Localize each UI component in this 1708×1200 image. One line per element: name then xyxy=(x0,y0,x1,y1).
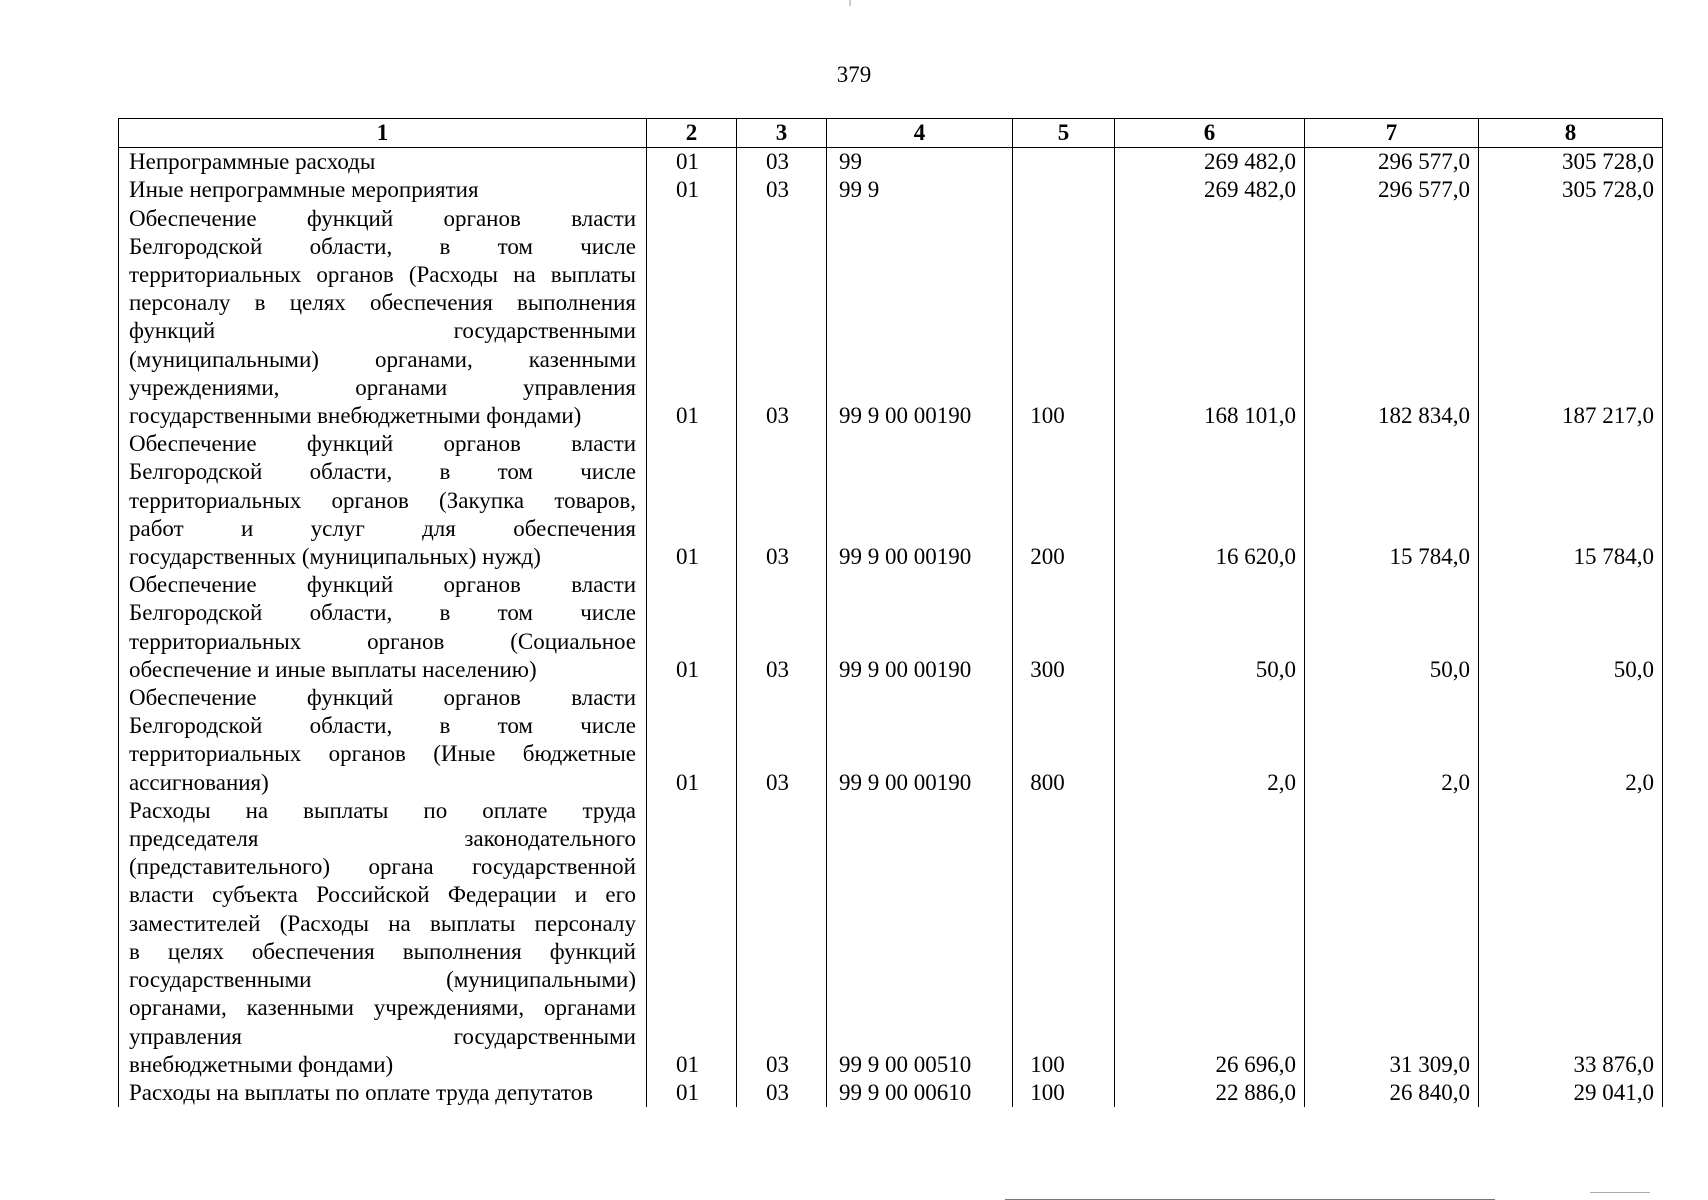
header-row xyxy=(119,119,1663,148)
target-article-code: 99 9 00 00190 xyxy=(827,571,1013,684)
amount-year-3: 29 041,0 xyxy=(1479,1079,1663,1107)
row-description xyxy=(119,148,647,177)
budget-table xyxy=(118,118,1663,1107)
description-line: государственных (муниципальных) нужд) xyxy=(129,544,541,570)
description-line: Белгородской области, в том числе xyxy=(129,459,636,485)
table-row xyxy=(119,571,1663,684)
description-line: Белгородской области, в том числе xyxy=(129,233,636,259)
row-description xyxy=(119,205,647,431)
amount-year-1: 269 482,0 xyxy=(1115,148,1305,177)
amount-year-1: 269 482,0 xyxy=(1115,176,1305,204)
table-row xyxy=(119,205,1663,431)
section-code: 01 xyxy=(647,205,737,431)
amount-year-1: 26 696,0 xyxy=(1115,797,1305,1079)
amount-year-3: 305 728,0 xyxy=(1479,176,1663,204)
amount-year-3: 50,0 xyxy=(1479,571,1663,684)
table-row xyxy=(119,148,1663,177)
row-description xyxy=(119,176,647,204)
amount-year-1: 50,0 xyxy=(1115,571,1305,684)
description-line: Обеспечение функций органов власти xyxy=(129,205,636,231)
amount-year-2: 2,0 xyxy=(1305,684,1479,797)
row-description xyxy=(119,571,647,684)
table-row xyxy=(119,684,1663,797)
description-line: органами, казенными учреждениями, органами xyxy=(129,995,636,1021)
row-description xyxy=(119,797,647,1079)
description-line: Обеспечение функций органов власти xyxy=(129,431,636,457)
section-code: 01 xyxy=(647,148,737,177)
expense-type-code: 100 xyxy=(1013,205,1115,431)
expense-type-code xyxy=(1013,176,1115,204)
description-line: председателя законодательного xyxy=(129,826,636,852)
description-line: Расходы на выплаты по оплате труда xyxy=(129,797,636,823)
amount-year-2: 50,0 xyxy=(1305,571,1479,684)
subsection-code: 03 xyxy=(737,176,827,204)
amount-year-1: 16 620,0 xyxy=(1115,430,1305,571)
description-line: Белгородской области, в том числе xyxy=(129,600,636,626)
description-line: Обеспечение функций органов власти xyxy=(129,572,636,598)
description-line: учреждениями, органами управления xyxy=(129,374,636,400)
subsection-code: 03 xyxy=(737,571,827,684)
description-line: заместителей (Расходы на выплаты персоналу xyxy=(129,910,636,936)
amount-year-2: 296 577,0 xyxy=(1305,148,1479,177)
description-line: государственными внебюджетными фондами) xyxy=(129,403,582,429)
subsection-code: 03 xyxy=(737,797,827,1079)
section-code: 01 xyxy=(647,176,737,204)
description-line: в целях обеспечения выполнения функций xyxy=(129,938,636,964)
subsection-code: 03 xyxy=(737,430,827,571)
description-line: территориальных органов (Социальное xyxy=(129,628,636,654)
target-article-code: 99 xyxy=(827,148,1013,177)
row-description xyxy=(119,1079,647,1107)
description-line: власти субъекта Российской Федерации и его xyxy=(129,882,636,908)
header-cell: 6 xyxy=(1115,119,1305,148)
scan-mark xyxy=(849,0,851,6)
table-row xyxy=(119,176,1663,204)
target-article-code: 99 9 00 00190 xyxy=(827,684,1013,797)
header-cell: 7 xyxy=(1305,119,1479,148)
target-article-code: 99 9 00 00610 xyxy=(827,1079,1013,1107)
row-description xyxy=(119,430,647,571)
description-line: Расходы на выплаты по оплате труда депутатов xyxy=(129,1079,593,1105)
header-cell: 1 xyxy=(119,119,647,148)
target-article-code: 99 9 00 00190 xyxy=(827,205,1013,431)
subsection-code: 03 xyxy=(737,205,827,431)
description-line: территориальных органов (Иные бюджетные xyxy=(129,741,636,767)
description-line: территориальных органов (Закупка товаров, xyxy=(129,487,636,513)
description-line: обеспечение и иные выплаты населению) xyxy=(129,656,537,682)
section-code: 01 xyxy=(647,571,737,684)
table-row xyxy=(119,797,1663,1079)
amount-year-2: 31 309,0 xyxy=(1305,797,1479,1079)
description-line: территориальных органов (Расходы на выплаты xyxy=(129,262,636,288)
description-line: управления государственными xyxy=(129,1023,636,1049)
amount-year-2: 15 784,0 xyxy=(1305,430,1479,571)
description-line: персоналу в целях обеспечения выполнения xyxy=(129,290,636,316)
table-row xyxy=(119,1079,1663,1107)
description-line: (муниципальными) органами, казенными xyxy=(129,346,636,372)
subsection-code: 03 xyxy=(737,1079,827,1107)
description-line: ассигнования) xyxy=(129,769,269,795)
header-cell: 3 xyxy=(737,119,827,148)
section-code: 01 xyxy=(647,797,737,1079)
expense-type-code: 300 xyxy=(1013,571,1115,684)
section-code: 01 xyxy=(647,430,737,571)
subsection-code: 03 xyxy=(737,684,827,797)
description-line: внебюджетными фондами) xyxy=(129,1051,394,1077)
description-line: государственными (муниципальными) xyxy=(129,967,636,993)
page-number: 379 xyxy=(836,62,872,87)
description-line: Обеспечение функций органов власти xyxy=(129,685,636,711)
target-article-code: 99 9 00 00510 xyxy=(827,797,1013,1079)
amount-year-1: 22 886,0 xyxy=(1115,1079,1305,1107)
description-line: функций государственными xyxy=(129,318,636,344)
subsection-code: 03 xyxy=(737,148,827,177)
expense-type-code: 100 xyxy=(1013,797,1115,1079)
description-line: Белгородской области, в том числе xyxy=(129,713,636,739)
section-code: 01 xyxy=(647,1079,737,1107)
target-article-code: 99 9 xyxy=(827,176,1013,204)
header-cell: 4 xyxy=(827,119,1013,148)
amount-year-1: 168 101,0 xyxy=(1115,205,1305,431)
amount-year-3: 305 728,0 xyxy=(1479,148,1663,177)
description-line: (представительного) органа государственной xyxy=(129,854,636,880)
amount-year-2: 296 577,0 xyxy=(1305,176,1479,204)
expense-type-code: 200 xyxy=(1013,430,1115,571)
target-article-code: 99 9 00 00190 xyxy=(827,430,1013,571)
amount-year-1: 2,0 xyxy=(1115,684,1305,797)
amount-year-2: 182 834,0 xyxy=(1305,205,1479,431)
description-line: Иные непрограммные мероприятия xyxy=(129,177,479,203)
expense-type-code: 100 xyxy=(1013,1079,1115,1107)
row-description xyxy=(119,684,647,797)
expense-type-code xyxy=(1013,148,1115,177)
description-line: работ и услуг для обеспечения xyxy=(129,515,636,541)
table-row xyxy=(119,430,1663,571)
bottom-dash xyxy=(1590,1192,1650,1193)
amount-year-3: 187 217,0 xyxy=(1479,205,1663,431)
header-cell: 5 xyxy=(1013,119,1115,148)
section-code: 01 xyxy=(647,684,737,797)
amount-year-2: 26 840,0 xyxy=(1305,1079,1479,1107)
header-cell: 8 xyxy=(1479,119,1663,148)
header-cell: 2 xyxy=(647,119,737,148)
expense-type-code: 800 xyxy=(1013,684,1115,797)
description-line: Непрограммные расходы xyxy=(129,149,376,175)
amount-year-3: 15 784,0 xyxy=(1479,430,1663,571)
amount-year-3: 2,0 xyxy=(1479,684,1663,797)
amount-year-3: 33 876,0 xyxy=(1479,797,1663,1079)
